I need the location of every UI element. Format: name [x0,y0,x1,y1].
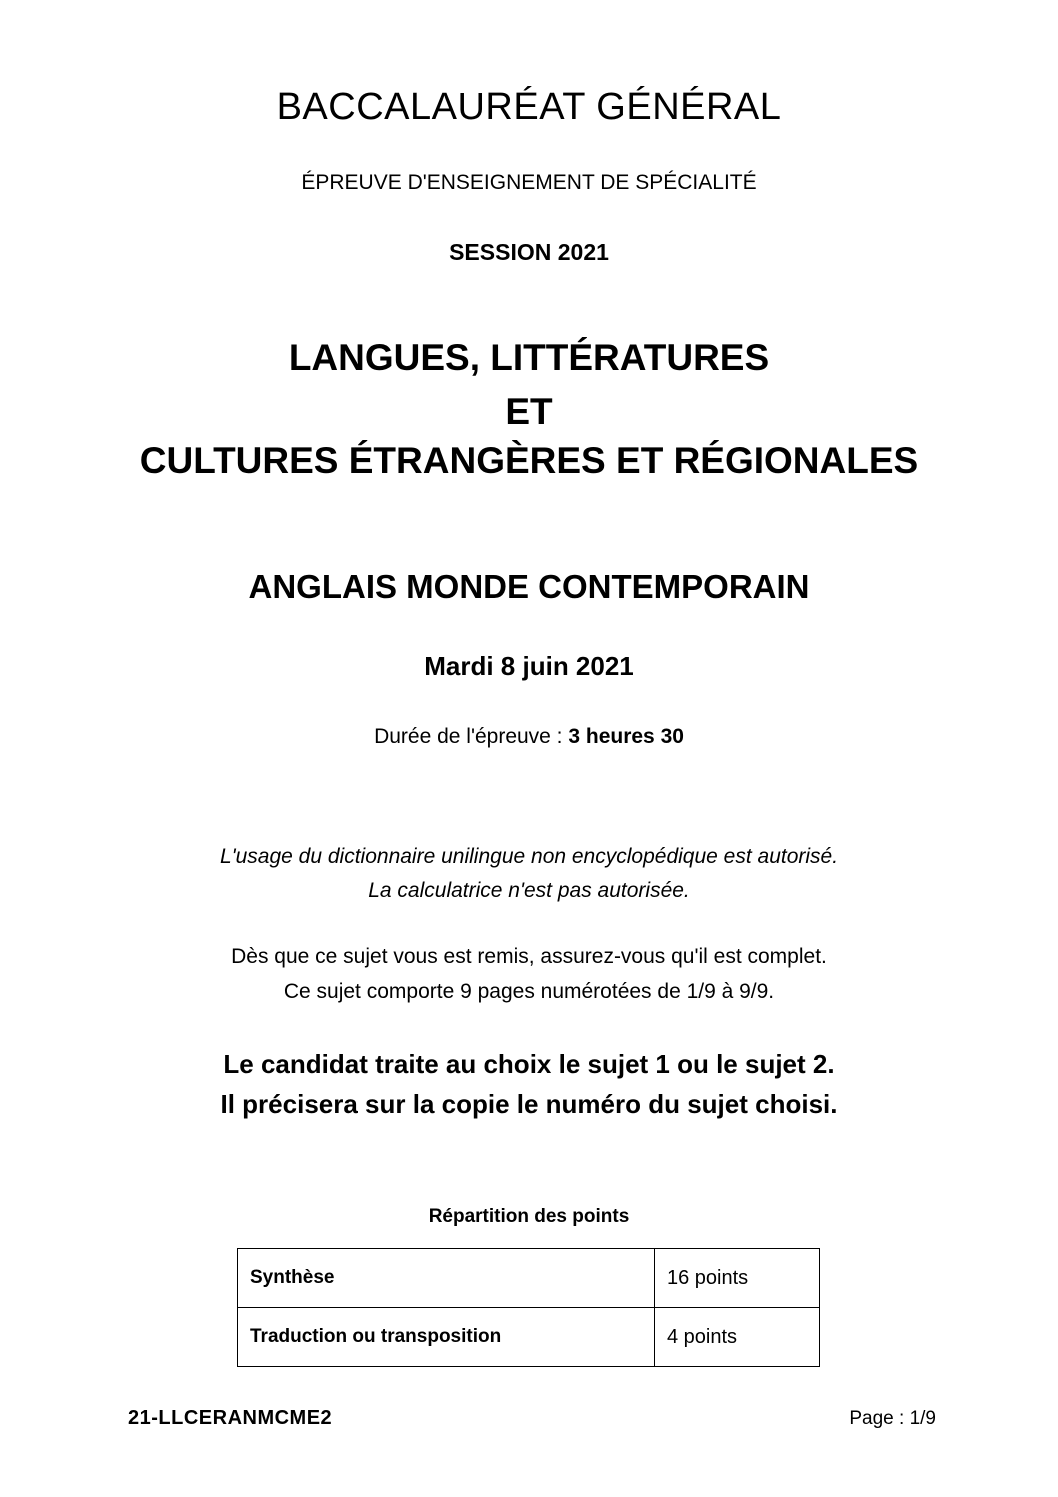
duration-label: Durée de l'épreuve : [374,725,569,748]
notice-dictionary: L'usage du dictionnaire unilingue non encyclopédique est autorisé. [219,845,839,868]
notice-calculator: La calculatrice n'est pas autorisée. [368,879,690,902]
points-row-label: Traduction ou transposition [238,1308,655,1367]
subject-name-line3: CULTURES ÉTRANGÈRES ET RÉGIONALES [139,440,919,481]
session-label: SESSION 2021 [449,239,609,265]
points-row-value: 4 points [655,1308,820,1367]
points-table [237,1248,820,1367]
instruction-choice: Le candidat traite au choix le sujet 1 ou le sujet 2. [223,1049,835,1079]
document-reference: 21-LLCERANMCME2 [128,1407,333,1429]
points-row-value: 16 points [655,1249,820,1308]
document-title: BACCALAURÉAT GÉNÉRAL [276,86,782,128]
table-row [238,1249,820,1308]
duration-value: 3 heures 30 [568,725,684,748]
points-row-label: Synthèse [238,1249,655,1308]
exam-date: Mardi 8 juin 2021 [424,651,634,681]
subject-name-line2: ET [505,391,553,432]
instruction-copy: Il précisera sur la copie le numéro du sujet choisi. [220,1089,838,1119]
notice-complete-check: Dès que ce sujet vous est remis, assurez-vous qu'il est complet. [231,945,827,968]
subject-name-line1: LANGUES, LITTÉRATURES [288,337,770,378]
notice-page-count: Ce sujet comporte 9 pages numérotées de 1/9 à 9/9. [283,980,775,1003]
exam-type-subtitle: ÉPREUVE D'ENSEIGNEMENT DE SPÉCIALITÉ [301,171,757,194]
table-row [238,1308,820,1367]
specialty-title: ANGLAIS MONDE CONTEMPORAIN [248,568,810,605]
page-number: Page : 1/9 [849,1408,936,1429]
exam-duration [0,725,1058,749]
points-distribution-title: Répartition des points [428,1206,630,1227]
page-footer [128,1407,936,1430]
